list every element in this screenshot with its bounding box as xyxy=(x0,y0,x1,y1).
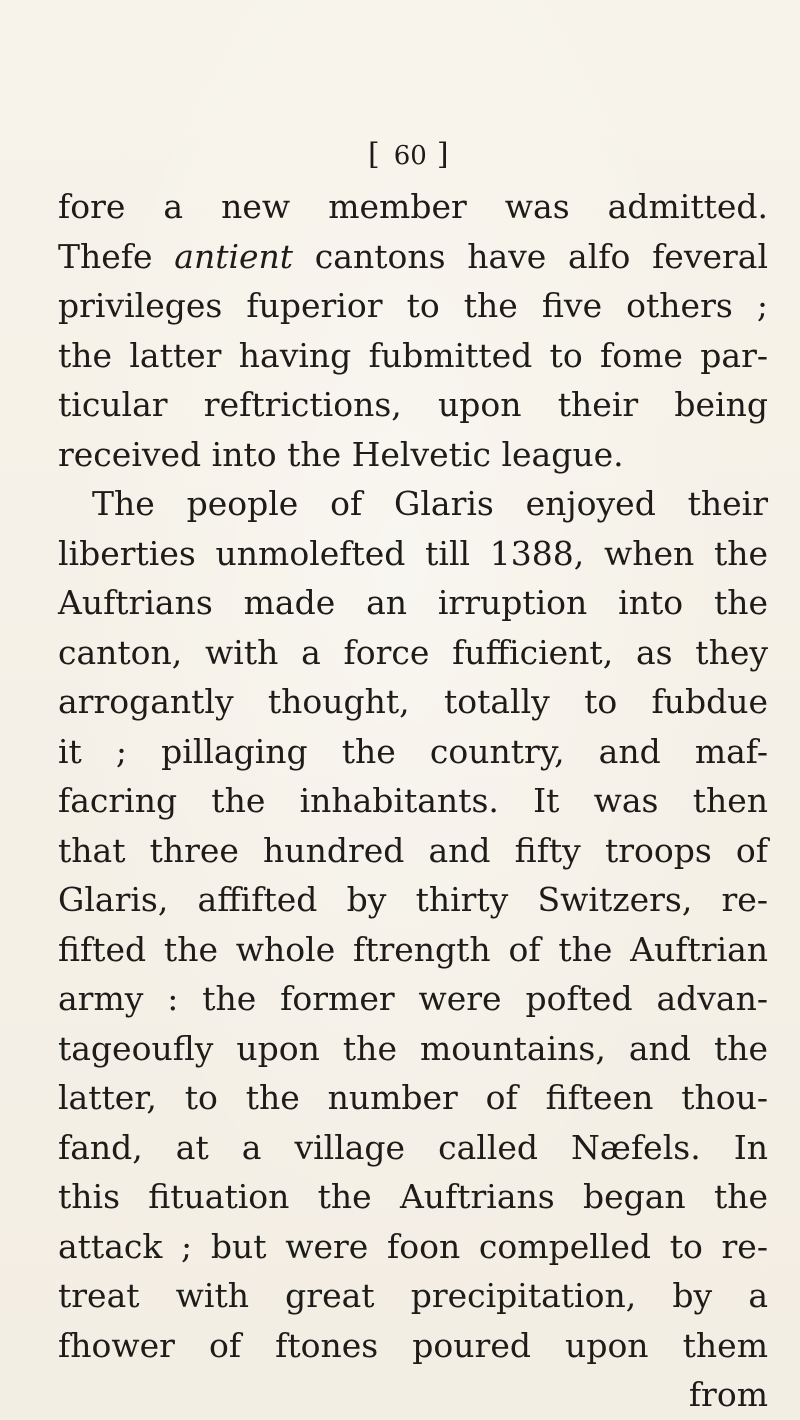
page-number: 60 xyxy=(393,141,427,171)
catchword: from xyxy=(688,1375,768,1414)
text-line: tageoufly upon the mountains, and the xyxy=(58,1028,768,1068)
text-line: fifted the whole ftrength of the Auftrian xyxy=(58,929,768,969)
text-line: fhower of ftones poured upon them xyxy=(58,1325,768,1365)
text-line: liberties unmolefted till 1388, when the xyxy=(58,533,768,573)
text-line: Glaris, affifted by thirty Switzers, re- xyxy=(58,880,768,919)
text-line: Auftrians made an irruption into the xyxy=(58,583,768,622)
text-line: latter, to the number of fifteen thou- xyxy=(58,1078,768,1117)
text-line: Thefe antient cantons have alfo feveral xyxy=(58,236,769,276)
text-line: arrogantly thought, totally to fubdue xyxy=(58,682,768,721)
text-line: it ; pillaging the country, and maf- xyxy=(58,731,768,771)
bracket-close: ] xyxy=(436,137,453,172)
text-line: received into the Helvetic league. xyxy=(58,434,624,474)
text-line: treat with great precipitation, by a xyxy=(58,1276,768,1315)
text-line: this fituation the Auftrians began the xyxy=(58,1177,768,1216)
text-line: privileges fuperior to the five others ; xyxy=(58,286,768,325)
text-line: fand, at a village called Næfels. In xyxy=(58,1127,768,1167)
italic-word: antient xyxy=(174,236,294,276)
text-line: ticular reftrictions, upon their being xyxy=(58,385,768,424)
text-line: that three hundred and fifty troops of xyxy=(58,830,768,870)
page-number-header xyxy=(368,137,453,172)
text-line: attack ; but were foon compelled to re- xyxy=(58,1226,768,1266)
text-line: The people of Glaris enjoyed their xyxy=(92,484,768,523)
text-line: facring the inhabitants. It was then xyxy=(58,781,768,820)
text-line: fore a new member was admitted. xyxy=(58,187,768,226)
bracket-open: [ xyxy=(368,137,384,172)
body-text xyxy=(58,182,768,1420)
text-line: the latter having fubmitted to fome par- xyxy=(58,335,768,375)
text-line: army : the former were pofted advan- xyxy=(58,979,768,1018)
text-line: canton, with a force fufficient, as they xyxy=(58,632,768,672)
